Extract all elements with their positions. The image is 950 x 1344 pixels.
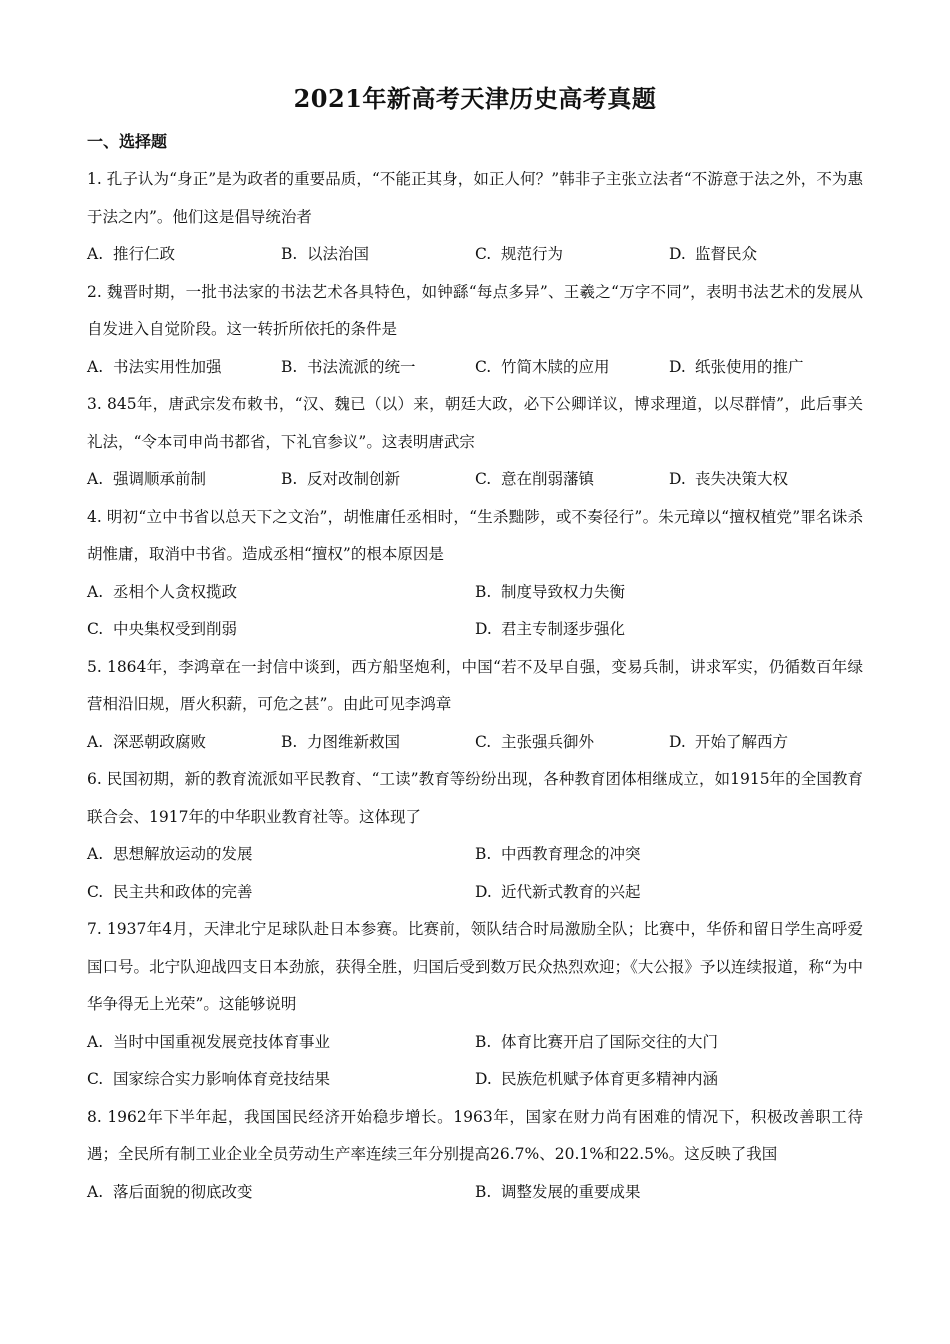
question-4: [87, 499, 863, 649]
option-letter: A.: [87, 1182, 104, 1201]
option-text: 开始了解西方: [695, 732, 789, 751]
question-8: [87, 1099, 863, 1212]
option-letter: B.: [475, 1182, 492, 1201]
option-b[interactable]: [281, 349, 475, 387]
option-letter: D.: [669, 470, 686, 488]
option-letter: C.: [475, 732, 492, 751]
option-c[interactable]: [475, 349, 669, 387]
question-stem: 6. 民国初期，新的教育流派如平民教育、“工读”教育等纷纷出现，各种教育团体相继成立，如1915年的全国教育联合会、1917年的中华职业教育社等。这体现了: [87, 770, 863, 826]
option-c[interactable]: [475, 236, 669, 274]
option-b[interactable]: [281, 461, 475, 499]
question-7: [87, 911, 863, 1099]
option-list: [87, 461, 863, 499]
option-b[interactable]: [281, 724, 475, 762]
option-a[interactable]: [87, 1024, 475, 1062]
option-text: 体育比赛开启了国际交往的大门: [501, 1032, 719, 1051]
question-stem: 3. 845年，唐武宗发布敕书，“汉、魏已（以）来，朝廷大政，必下公卿详议，博求理道，以尽群情”，此后事关礼法，“令本司申尚书都省，下礼官参议”。这表明唐武宗: [87, 395, 863, 451]
option-letter: B.: [475, 582, 492, 601]
option-letter: D.: [475, 1070, 492, 1088]
option-text: 君主专制逐步强化: [501, 620, 626, 638]
option-a[interactable]: [87, 236, 281, 274]
option-text: 竹简木牍的应用: [501, 357, 610, 376]
option-text: 反对改制创新: [307, 470, 401, 488]
option-letter: B.: [475, 1032, 492, 1051]
question-stem: 2. 魏晋时期，一批书法家的书法艺术各具特色，如钟繇“每点多异”、王羲之“万字不同”，表明书法艺术的发展从自发进入自觉阶段。这一转折所依托的条件是: [87, 282, 863, 338]
option-letter: D.: [475, 620, 492, 638]
option-b[interactable]: [475, 574, 863, 612]
option-letter: A.: [87, 245, 104, 263]
option-text: 国家综合实力影响体育竞技结果: [113, 1070, 331, 1088]
option-letter: A.: [87, 1032, 104, 1051]
option-letter: B.: [281, 245, 298, 263]
option-list: [87, 836, 863, 911]
option-d[interactable]: [669, 236, 863, 274]
option-b[interactable]: [281, 236, 475, 274]
option-list: [87, 1024, 863, 1099]
option-letter: D.: [669, 245, 686, 263]
option-a[interactable]: [87, 349, 281, 387]
option-text: 规范行为: [501, 245, 564, 263]
question-stem: 4. 明初“立中书省以总天下之文治”，胡惟庸任丞相时，“生杀黜陟，或不奏径行”。朱元璋以“擅权植党”罪名诛杀胡惟庸，取消中书省。造成丞相“擅权”的根本原因是: [87, 507, 863, 563]
option-letter: A.: [87, 845, 104, 863]
option-list: [87, 574, 863, 649]
option-text: 推行仁政: [113, 245, 176, 263]
option-letter: C.: [475, 245, 492, 263]
option-text: 强调顺承前制: [113, 470, 207, 488]
option-c[interactable]: [87, 874, 475, 912]
option-d[interactable]: [475, 874, 863, 912]
option-c[interactable]: [87, 611, 475, 649]
option-letter: A.: [87, 732, 104, 751]
option-letter: A.: [87, 582, 104, 601]
option-letter: C.: [475, 470, 492, 488]
option-text: 制度导致权力失衡: [501, 582, 626, 601]
option-b[interactable]: [475, 836, 863, 874]
option-text: 丞相个人贪权揽政: [113, 582, 238, 601]
option-a[interactable]: [87, 836, 475, 874]
question-stem: 7. 1937年4月，天津北宁足球队赴日本参赛。比赛前，领队结合时局激励全队；比赛中，华侨和留日学生高呼爱国口号。北宁队迎战四支日本劲旅，获得全胜，归国后受到数万民众热烈欢迎；《大公报》予以连续报道，称“为中华争得无上光荣”。这能够说明: [87, 920, 863, 1013]
option-text: 主张强兵御外: [501, 732, 595, 751]
option-d[interactable]: [475, 1061, 863, 1099]
option-text: 纸张使用的推广: [695, 357, 804, 376]
option-b[interactable]: [475, 1024, 863, 1062]
option-letter: B.: [281, 470, 298, 488]
question-stem: 8. 1962年下半年起，我国国民经济开始稳步增长。1963年，国家在财力尚有困难的情况下，积极改善职工待遇；全民所有制工业企业全员劳动生产率连续三年分别提高26.7%、20.1%和22.5%。这反映了我国: [87, 1107, 863, 1163]
option-text: 中西教育理念的冲突: [501, 845, 641, 863]
question-stem: 1. 孔子认为“身正”是为政者的重要品质，“不能正其身，如正人何？”韩非子主张立法者“不游意于法之外，不为惠于法之内”。他们这是倡导统治者: [87, 170, 863, 226]
option-text: 力图维新救国: [307, 732, 401, 751]
option-letter: D.: [669, 732, 686, 751]
option-list: [87, 1174, 863, 1212]
question-5: [87, 649, 863, 762]
option-text: 民族危机赋予体育更多精神内涵: [501, 1070, 719, 1088]
option-letter: B.: [281, 357, 298, 376]
option-letter: C.: [475, 357, 492, 376]
option-letter: A.: [87, 470, 104, 488]
question-1: [87, 161, 863, 274]
option-text: 意在削弱藩镇: [501, 470, 595, 488]
option-letter: A.: [87, 357, 104, 376]
option-c[interactable]: [475, 461, 669, 499]
option-text: 书法流派的统一: [307, 357, 416, 376]
question-3: [87, 386, 863, 499]
option-d[interactable]: [669, 461, 863, 499]
option-list: [87, 236, 863, 274]
question-list: [87, 161, 863, 1211]
option-text: 丧失决策大权: [695, 470, 789, 488]
option-text: 民主共和政体的完善: [113, 882, 253, 901]
question-2: [87, 274, 863, 387]
option-letter: C.: [87, 620, 104, 638]
question-stem: 5. 1864年，李鸿章在一封信中谈到，西方船坚炮利，中国“若不及早自强，变易兵制，讲求军实，仍循数百年绿营相沿旧规，厝火积薪，可危之甚”。由此可见李鸿章: [87, 657, 863, 713]
option-text: 当时中国重视发展竞技体育事业: [113, 1032, 331, 1051]
option-list: [87, 349, 863, 387]
option-d[interactable]: [669, 724, 863, 762]
option-d[interactable]: [475, 611, 863, 649]
option-text: 书法实用性加强: [113, 357, 222, 376]
option-letter: D.: [475, 882, 492, 901]
option-a[interactable]: [87, 1174, 475, 1212]
option-text: 近代新式教育的兴起: [501, 882, 641, 901]
option-letter: D.: [669, 357, 686, 376]
option-d[interactable]: [669, 349, 863, 387]
option-b[interactable]: [475, 1174, 863, 1212]
option-text: 落后面貌的彻底改变: [113, 1182, 253, 1201]
option-c[interactable]: [87, 1061, 475, 1099]
question-6: [87, 761, 863, 911]
option-text: 以法治国: [307, 245, 370, 263]
option-text: 思想解放运动的发展: [113, 845, 253, 863]
option-letter: B.: [475, 845, 492, 863]
option-text: 调整发展的重要成果: [501, 1182, 641, 1201]
option-a[interactable]: [87, 574, 475, 612]
option-a[interactable]: [87, 724, 281, 762]
option-list: [87, 724, 863, 762]
option-a[interactable]: [87, 461, 281, 499]
option-text: 深恶朝政腐败: [113, 732, 207, 751]
option-letter: C.: [87, 882, 104, 901]
option-text: 监督民众: [695, 245, 758, 263]
option-text: 中央集权受到削弱: [113, 620, 238, 638]
page-title: 2021年新高考天津历史高考真题: [293, 84, 657, 113]
option-letter: C.: [87, 1070, 104, 1088]
option-letter: B.: [281, 732, 298, 751]
option-c[interactable]: [475, 724, 669, 762]
section-heading: 一、选择题: [87, 132, 168, 151]
